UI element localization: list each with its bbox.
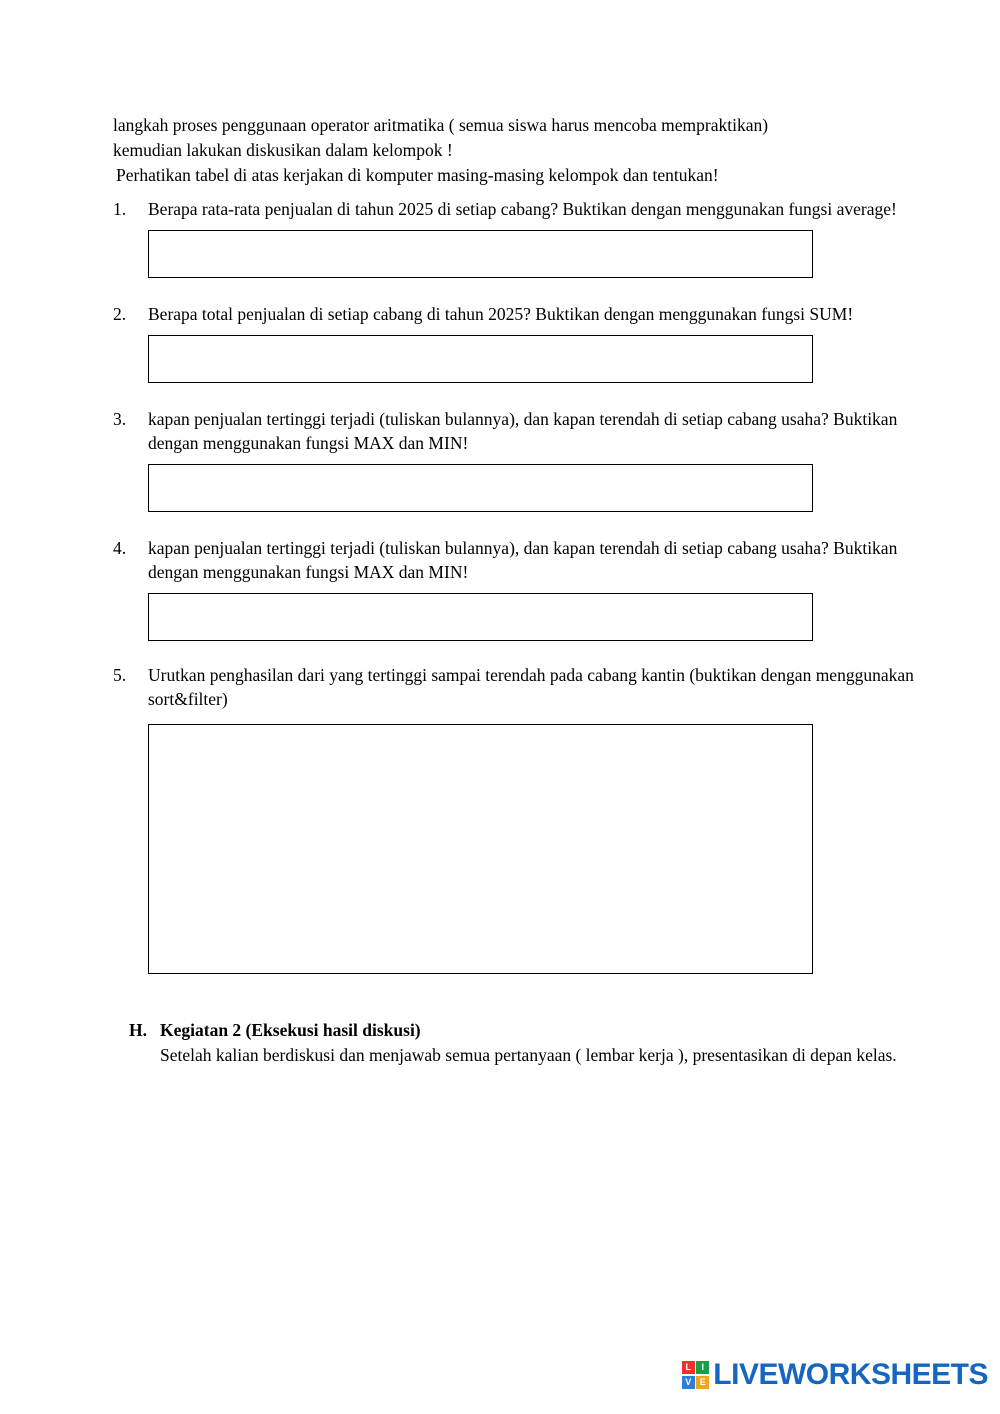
question-number-2: 2. [113,304,127,324]
section-title: Kegiatan 2 (Eksekusi hasil diskusi) [160,1020,421,1040]
logo-tile-e: E [696,1376,709,1389]
answer-box-2[interactable] [148,335,813,383]
question-text-1: Berapa rata-rata penjualan di tahun 2025 di setiap cabang? Buktikan dengan menggunakan fungsi average! [148,199,897,219]
section-letter: H. [129,1020,147,1040]
section-heading-h [113,1018,943,1042]
question-number-3: 3. [113,409,127,429]
intro-line-2: kemudian lakukan diskusikan dalam kelompok ! [113,140,453,160]
question-item-1 [113,197,943,278]
worksheet-content [113,113,943,1067]
answer-box-3[interactable] [148,464,813,512]
logo-tile-i: I [696,1361,709,1374]
section-body: Setelah kalian berdiskusi dan menjawab semua pertanyaan ( lembar kerja ), presentasikan di depan kelas. [160,1045,897,1065]
intro-line-1: langkah proses penggunaan operator aritmatika ( semua siswa harus mencoba mempraktikan) [113,115,769,135]
question-number-5: 5. [113,665,127,685]
question-item-5 [113,663,943,974]
logo-wordmark: LIVEWORKSHEETS [713,1358,988,1391]
question-text-2: Berapa total penjualan di setiap cabang di tahun 2025? Buktikan dengan menggunakan fungsi SUM! [148,304,854,324]
question-item-4 [113,536,943,641]
logo-tiles [682,1361,710,1389]
question-text-4: kapan penjualan tertinggi terjadi (tuliskan bulannya), dan kapan terendah di setiap cabang usaha? Buktikan dengan menggunakan fungsi MAX dan MIN! [148,538,898,582]
question-item-2 [113,302,943,383]
liveworksheets-logo [682,1358,988,1392]
answer-box-5[interactable] [148,724,813,974]
question-number-1: 1. [113,199,127,219]
answer-box-4[interactable] [148,593,813,641]
question-text-5: Urutkan penghasilan dari yang tertinggi sampai terendah pada cabang kantin (buktikan dengan menggunakan sort&filter) [148,665,914,709]
question-item-3 [113,407,943,512]
question-number-4: 4. [113,538,127,558]
intro-line-3: Perhatikan tabel di atas kerjakan di komputer masing-masing kelompok dan tentukan! [116,165,719,185]
answer-box-1[interactable] [148,230,813,278]
logo-tile-l: L [682,1361,695,1374]
question-text-3: kapan penjualan tertinggi terjadi (tuliskan bulannya), dan kapan terendah di setiap cabang usaha? Buktikan dengan menggunakan fungsi MAX dan MIN! [148,409,898,453]
question-list [113,197,943,974]
logo-tile-v: V [682,1376,695,1389]
